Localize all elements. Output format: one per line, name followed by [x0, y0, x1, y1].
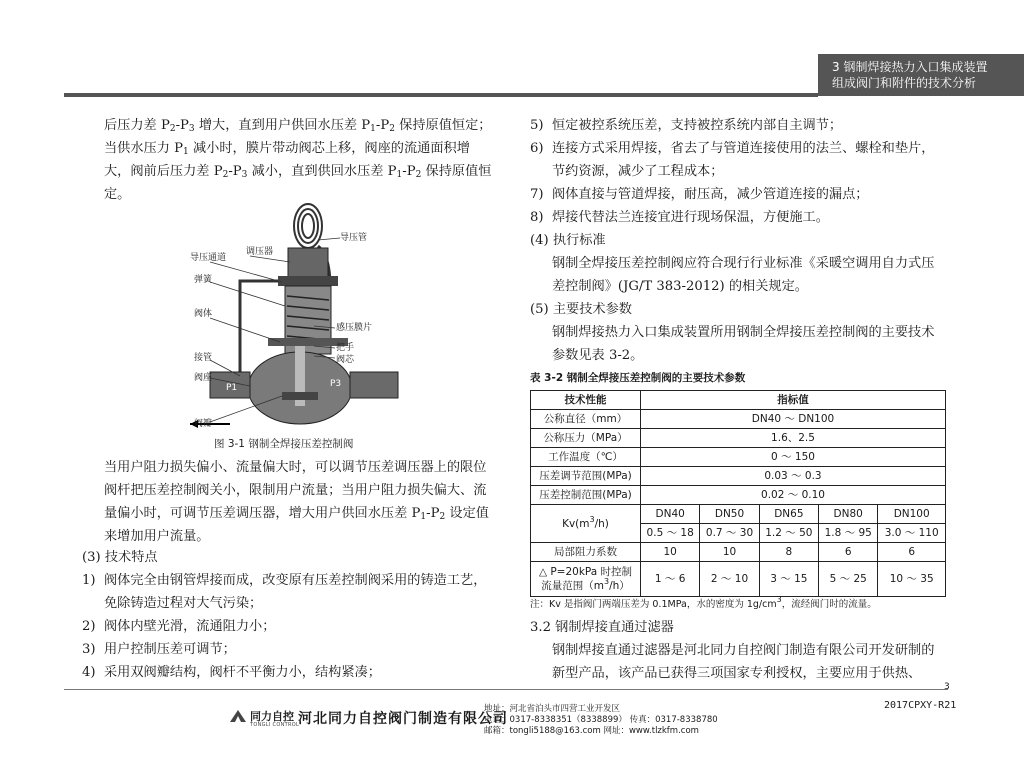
subscript: 1 — [370, 124, 376, 134]
para2-text: 当用户阻力损失偏小、流量偏大时，可以调节压差调压器上的限位阀杆把压差控制阀关小，限制用户流量；当用户阻力损失偏大、流量偏小时，可调节压差调压器，增大用户供回水压差 P — [104, 460, 487, 521]
kv-cell: 0.5 ～ 18 — [641, 524, 700, 543]
feature-item — [82, 661, 496, 684]
dn-cell: DN80 — [819, 505, 878, 524]
param-name: 压差控制范围(MPa) — [531, 486, 641, 505]
chapter-title-line1: 3 钢制焊接热力入口集成装置 — [832, 60, 988, 74]
feature-item — [82, 569, 496, 615]
section-3-2 — [530, 616, 946, 685]
feature-number: 8) — [530, 210, 544, 225]
subscript: 3 — [188, 124, 195, 134]
label-diaphragm: 感压膜片 — [336, 323, 373, 333]
kv-label: $Kv(m^3/h)$ — [531, 505, 641, 543]
valve-diagram — [190, 196, 490, 430]
feature-text: 恒定被控系统压差，支持被控系统内部自主调节； — [552, 118, 843, 133]
section3-title: (3) 技术特点 — [82, 550, 158, 565]
section4-title: (4) 执行标准 — [530, 233, 606, 248]
table-row — [531, 448, 946, 467]
feature-number: 6) — [530, 141, 544, 156]
table-caption: 表 3-2 钢制全焊接压差控制阀的主要技术参数 — [530, 372, 746, 384]
kv-cell: 1.8 ～ 95 — [819, 524, 878, 543]
para1-text: 增大，直到用户供回水压差 P — [194, 118, 371, 133]
footer-email: 邮箱：tongli5188@163.com 网址：www.tlzkfm.com — [484, 726, 699, 736]
figure-caption: 图 3-1 钢制全焊接压差控制阀 — [214, 438, 354, 450]
features-left — [82, 546, 496, 684]
resist-cell: 6 — [878, 543, 946, 562]
feature-item — [530, 183, 946, 206]
label-valve-body: 阀体 — [194, 309, 213, 319]
label-guide-pipe: 导压管 — [340, 233, 368, 243]
param-value: 0 ～ 150 — [641, 448, 946, 467]
para1-text: 后压力差 P — [104, 118, 170, 133]
doc-code: 2017CPXY-R21 — [884, 700, 957, 711]
table-row-resist — [531, 543, 946, 562]
para1-text: 保持原值恒定。 — [104, 164, 492, 202]
table-header-row — [531, 391, 946, 410]
company-logo-icon — [228, 708, 248, 724]
section5-title: (5) 主要技术参数 — [530, 302, 632, 317]
resist-cell: 6 — [819, 543, 878, 562]
page-number: 3 — [944, 682, 950, 692]
feature-text: 阀体内壁光滑，流通阻力小； — [104, 619, 276, 634]
dn-cell: DN50 — [700, 505, 759, 524]
flow-label: △ P=20kPa 时控制 流量范围$(m^3/h)$ — [531, 562, 641, 597]
para1-text: -P — [228, 164, 242, 179]
label-valve-core: 阀芯 — [336, 355, 355, 365]
footer-rule — [64, 689, 948, 690]
th-value: 指标值 — [641, 391, 946, 410]
flow-cell: 10 ～ 35 — [878, 562, 946, 597]
feature-text: 阀体直接与管道焊接，耐压高，减少管道连接的漏点； — [552, 187, 869, 202]
feature-item — [530, 114, 946, 137]
param-name: 工作温度（℃） — [531, 448, 641, 467]
label-p1: P1 — [226, 383, 238, 393]
para1-text: -P — [175, 118, 189, 133]
left-column-top — [104, 114, 496, 206]
left-column-bottom — [104, 456, 496, 548]
para1-text: -P — [375, 118, 390, 133]
subscript: 2 — [222, 170, 229, 180]
label-valve-seat: 阀座 — [194, 373, 213, 383]
right-column — [530, 114, 946, 367]
resist-cell: 10 — [700, 543, 759, 562]
table-row — [531, 486, 946, 505]
para1-text: 保持原值恒定；当供水压力 P — [104, 118, 492, 156]
table-row-dn — [531, 505, 946, 524]
flow-cell: 1 ～ 6 — [641, 562, 700, 597]
feature-number: 7) — [530, 187, 544, 202]
feature-text: 用户控制压差可调节； — [104, 642, 236, 657]
dn-cell: DN100 — [878, 505, 946, 524]
param-name: 压差调节范围(MPa) — [531, 467, 641, 486]
section32-title: 3.2 钢制焊接直通过滤器 — [530, 620, 674, 635]
subscript: 2 — [389, 124, 395, 134]
para2-mid: -P — [426, 506, 440, 521]
chapter-title-line2: 组成阀门和附件的技术分析 — [832, 76, 977, 90]
footer-phone: 电话：0317-8338351（8338899） 传真：0317-8338780 — [484, 715, 718, 725]
label-spring: 弹簧 — [194, 275, 213, 285]
para1-text: 减小时，膜片带动阀芯上移，阀座的流通面积增大，阀前后压力差 P — [104, 141, 470, 179]
subscript: 2 — [415, 170, 422, 180]
dn-cell: DN40 — [641, 505, 700, 524]
spec-table — [530, 390, 946, 597]
param-name: 公称直径（mm） — [531, 410, 641, 429]
section4-text: 钢制全焊接压差控制阀应符合现行行业标准《采暖空调用自力式压差控制阀》(JG/T 383-2012) 的相关规定。 — [552, 256, 935, 294]
feature-item — [82, 638, 496, 661]
feature-number: 4) — [82, 665, 96, 680]
table-note: 注：Kv 是指阀门两端压差为 0.1MPa，水的密度为 $1g/cm^3$，流经阀门时的流量。 — [530, 595, 877, 610]
para2-sub2: 2 — [439, 512, 446, 522]
param-value: DN40 ～ DN100 — [641, 410, 946, 429]
feature-number: 5) — [530, 118, 544, 133]
feature-item — [530, 137, 946, 183]
feature-item — [82, 615, 496, 638]
table-row — [531, 410, 946, 429]
label-regulator: 调压器 — [246, 247, 274, 257]
para1-text: -P — [402, 164, 416, 179]
param-name: 公称压力（MPa） — [531, 429, 641, 448]
flow-cell: 2 ～ 10 — [700, 562, 759, 597]
footer-address: 地址：河北省泊头市四营工业开发区 — [484, 704, 621, 714]
th-perf: 技术性能 — [531, 391, 641, 410]
kv-cell: 0.7 ～ 30 — [700, 524, 759, 543]
kv-cell: 3.0 ～ 110 — [878, 524, 946, 543]
valve-figure — [190, 196, 490, 430]
label-handle: 把手 — [336, 343, 355, 353]
logo-subtext: TONGLI CONTROL — [250, 722, 300, 728]
logo-text: 同力自控 — [250, 710, 294, 723]
feature-text: 连接方式采用焊接，省去了与管道连接使用的法兰、螺栓和垫片，节约资源，减少了工程成本； — [552, 141, 935, 179]
kv-cell: 1.2 ～ 50 — [759, 524, 818, 543]
table-row — [531, 467, 946, 486]
feature-text: 阀体完全由钢管焊接而成，改变原有压差控制阀采用的铸造工艺，免除铸造过程对大气污染； — [104, 573, 487, 611]
left-para-2 — [104, 456, 496, 548]
param-value: 0.02 ～ 0.10 — [641, 486, 946, 505]
label-pressure-channel: 导压通道 — [190, 253, 227, 263]
feature-number: 3) — [82, 642, 96, 657]
resist-cell: 8 — [759, 543, 818, 562]
table-row-flow — [531, 562, 946, 597]
feature-text: 焊接代替法兰连接宜进行现场保温，方便施工。 — [552, 210, 829, 225]
flow-cell: 5 ～ 25 — [819, 562, 878, 597]
section32-text: 钢制焊接直通过滤器是河北同力自控阀门制造有限公司开发研制的新型产品，该产品已获得三项国家专利授权，主要应用于供热、 — [552, 643, 935, 681]
feature-item — [530, 206, 946, 229]
section5-text: 钢制焊接热力入口集成装置所用钢制全焊接压差控制阀的主要技术参数见表 3-2。 — [552, 325, 935, 363]
label-valve-disc: 阀瓣 — [194, 419, 213, 429]
header-rule — [64, 93, 818, 97]
subscript: 1 — [396, 170, 403, 180]
chapter-header — [818, 54, 1024, 96]
feature-text: 采用双阀瓣结构，阀杆不平衡力小，结构紧凑； — [104, 665, 381, 680]
label-pipe-end: 接管 — [194, 353, 213, 363]
subscript: 1 — [183, 147, 189, 157]
param-value: 0.03 ～ 0.3 — [641, 467, 946, 486]
feature-number: 2) — [82, 619, 96, 634]
para1-text: 减小，直到供回水压差 P — [247, 164, 397, 179]
subscript: 2 — [169, 124, 176, 134]
company-name: 河北同力自控阀门制造有限公司 — [298, 711, 508, 727]
feature-number: 1) — [82, 573, 96, 588]
label-p3: P3 — [330, 379, 342, 389]
param-value: 1.6、2.5 — [641, 429, 946, 448]
para2-sub1: 1 — [420, 512, 427, 522]
flow-cell: 3 ～ 15 — [759, 562, 818, 597]
left-para-1 — [104, 114, 496, 206]
resist-cell: 10 — [641, 543, 700, 562]
resist-label: 局部阻力系数 — [531, 543, 641, 562]
para2-end: 设定值来增加用户流量。 — [104, 506, 489, 544]
table-row — [531, 429, 946, 448]
dn-cell: DN65 — [759, 505, 818, 524]
subscript: 3 — [241, 170, 248, 180]
